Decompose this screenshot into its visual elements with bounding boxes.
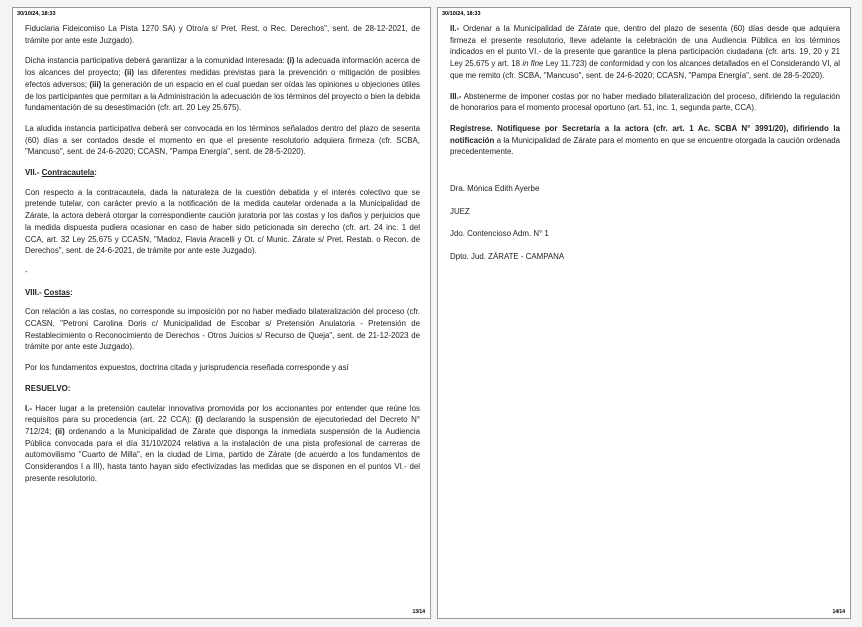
paragraph: Dicha instancia participativa deberá garantizar a la comunidad interesada: (i) la adecuada información acerca de los alcances del proyecto; (ii) las diferentes medidas previstas para la prevención o mitigación de posibles efectos adversos; (iii) la generación de un espacio en el cual puedan ser oídas las opiniones u objeciones útiles de los participantes que permitan a la Administración la adecuación de los términos del proyecto o bien la debida fundamentación de su desestimación (cfr. art. 20 Ley 25.675).	[25, 56, 421, 113]
section-heading-contracautela: VII.- Contracautela:	[25, 168, 97, 178]
document-page-left	[12, 7, 431, 619]
paragraph: Con relación a las costas, no corresponde su imposición por no haber mediado bilateralización del proceso (cfr. CCASN, "Petroni Carolina Doris c/ Municipalidad de Escobar s/ Pretensión Anulatoria - Pretensión de Restablecimiento o Reconocimiento de Derechos - Otros Juicios s/ Recurso de Queja", sent. de 21-12-2023 de trámite por ante este Juzgado).	[25, 307, 420, 352]
paragraph: Fiduciaria Fideicomiso La Pista 1270 SA) y Otro/a s/ Pret. Rest. o Rec. Derechos", sent. de 28-12-2021, de trámite por ante este Juzgado).	[25, 24, 420, 45]
paragraph: III.- Abstenerme de imponer costas por no haber mediado bilateralización del proceso, difiriendo la regulación de honorarios para el momento procesal oportuno (art. 51, inc. 1, segunda parte, CCA).	[450, 91, 840, 113]
page-number: 13/14	[412, 609, 425, 615]
judge-name: Dra. Mónica Edith Ayerbe	[450, 184, 540, 194]
paragraph: Con respecto a la contracautela, dada la naturaleza de la cuestión debatida y el interés colectivo que se pretende tutelar, con carácter previo a la notificación de la medida cautelar ordenada a la Municipalidad de Zárate, la actora deberá otorgar la correspondiente caución juratoria por las costas y los daños y perjuicios que la medida dispuesta pudiera ocasionar en caso de haber sido peticionada sin derecho (cfr. art. 24 inc. 1 del CCA, art. 32 Ley 25.675 y CCASN, "Madoz, Flavia Aracelli y Ot. c/ Munic. Zárate s/ Pret. Restab. o Recon. de Derechos", sent. de 24-6-2021, de trámite por ante este Juzgado).	[25, 187, 420, 256]
signature-block	[450, 183, 840, 263]
page-body	[25, 23, 420, 494]
separator-dash: -	[25, 266, 28, 276]
print-timestamp: 30/10/24, 18:33	[442, 11, 481, 17]
paragraph: Por los fundamentos expuestos, doctrina citada y jurisprudencia reseñada corresponde y así	[25, 363, 349, 373]
section-heading-costas: VIII.- Costas:	[25, 287, 73, 297]
page-number: 14/14	[832, 609, 845, 615]
judicial-department: Dpto. Jud. ZÁRATE - CAMPANA	[450, 252, 565, 262]
print-timestamp: 30/10/24, 18:33	[17, 11, 56, 17]
court-name: Jdo. Contencioso Adm. N° 1	[450, 229, 549, 239]
paragraph: I.- Hacer lugar a la pretensión cautelar innovativa promovida por los accionantes por entender que reúne los requisitos para su procedencia (art. 22 CCA): (i) declarando la suspensión de ejecutoriedad del Decreto N° 712/24; (ii) ordenando a la Municipalidad de Zárate que disponga la inmediata suspensión de la Audiencia Pública convocada para el día 31/10/2024 relativa a la instalación de una pista profesional de carreras de automovilismo "Cuarto de Milla", en la ciudad de Lima, partido de Zárate (de acuerdo a los fundamentos de Considerandos I a III), hasta tanto hayan sido efectivizadas las medidas que se disponen en el puntos VI.- del presente resolutorio.	[25, 403, 420, 483]
resolution-heading: RESUELVO:	[25, 383, 71, 393]
document-page-right	[437, 7, 851, 619]
paragraph: II.- Ordenar a la Municipalidad de Zárate que, dentro del plazo de sesenta (60) días desde que adquiera firmeza el presente resolutorio, lleve adelante la celebración de una Audiencia Pública en los términos indicados en el punto VI.- de la presente que garantice la plena participación ciudadana (cfr. arts. 19, 20 y 21 Ley 25.675 y art. 18 in fine Ley 11.723) de conformidad y con los alcances detallados en el Considerando VI, al que me remito (cfr. SCBA, "Mancuso", sent. de 24-6-2020; CCASN, "Pampa Energía", sent. de 28-5-2020).	[450, 24, 840, 80]
page-body	[450, 23, 840, 274]
paragraph: Regístrese. Notifíquese por Secretaría a la actora (cfr. art. 1 Ac. SCBA N° 3991/20), difiriendo la notificación a la Municipalidad de Zárate para el momento en que se encuentre otorgada la caución ordenada precedentemente.	[450, 123, 840, 157]
paragraph: La aludida instancia participativa deberá ser convocada en los términos señalados dentro del plazo de sesenta (60) días a ser contados desde el momento en que el presente resolutorio adquiera firmeza (cfr. SCBA, "Mancuso", sent. de 24-6-2020; CCASN, "Pampa Energía", sent. de 28-5-2020).	[25, 123, 420, 157]
judge-role: JUEZ	[450, 206, 470, 216]
